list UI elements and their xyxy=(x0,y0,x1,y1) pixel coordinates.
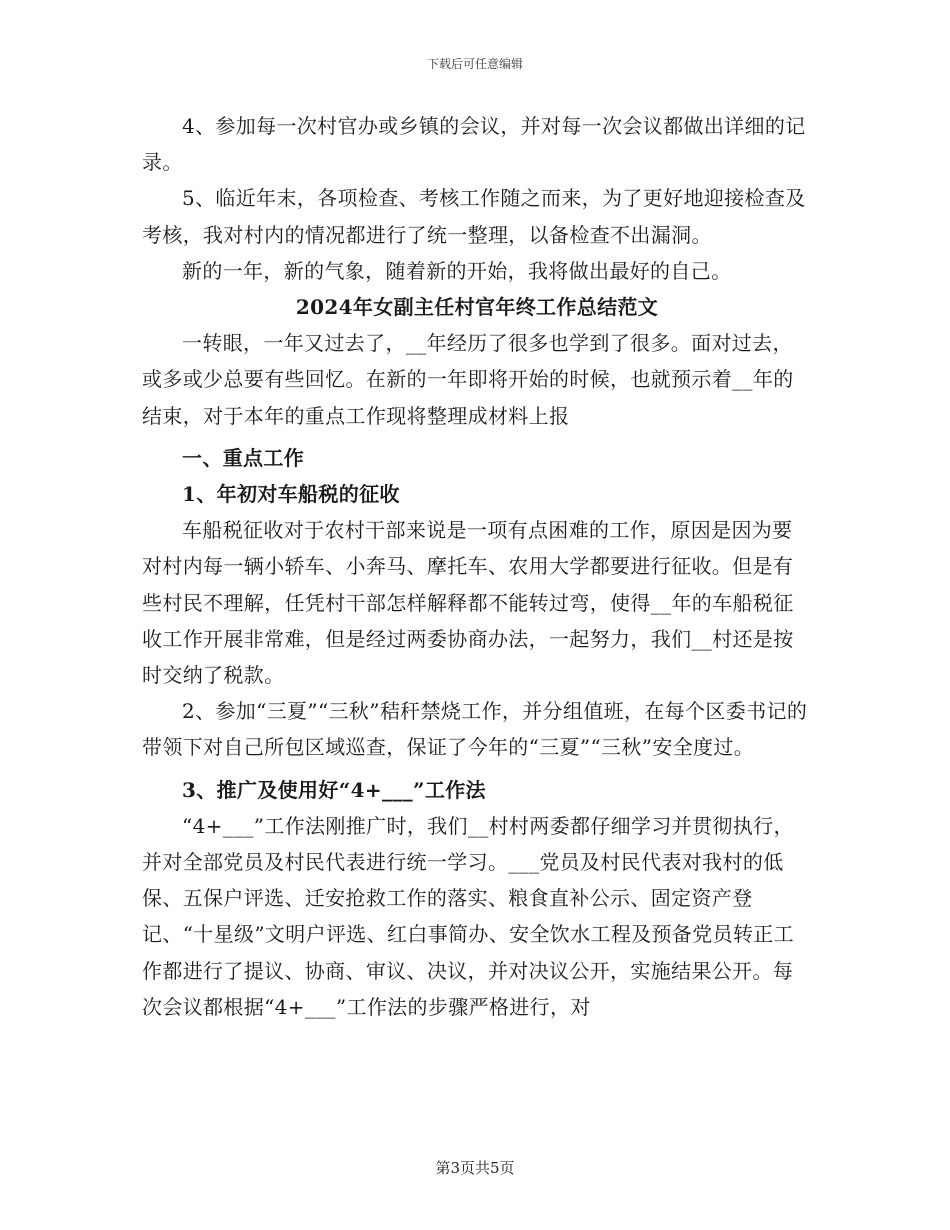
paragraph-item-1-body: 车船税征收对于农村干部来说是一项有点困难的工作，原因是因为要对村内每一辆小轿车、小奔马、摩托车、农用大学都要进行征收。但是有些村民不理解，任凭村干部怎样解释都不能转过弯，使得__年的车船税征收工作开展非常难，但是经过两委协商办法，一起努力，我们__村还是按时交纳了税款。 xyxy=(142,518,794,688)
paragraph-item-3-body: “4+___”工作法刚推广时，我们__村村两委都仔细学习并贯彻执行，并对全部党员及村民代表进行统一学习。___党员及村民代表对我村的低保、五保户评选、迁安抢救工作的落实、粮食直补公示、固定资产登记、“十星级”文明户评选、红白事简办、安全饮水工程及预备党员转正工作都进行了提议、协商、审议、决议，并对决议公开，实施结果公开。每次会议都根据“4+___”工作法的步骤严格进行，对 xyxy=(142,813,794,1019)
item-heading-1: 1、年初对车船税的征收 xyxy=(182,482,400,507)
paragraph-item-4: 4、参加每一次村官办或乡镇的会议，并对每一次会议都做出详细的记录。 xyxy=(142,114,806,175)
page-footer: 第3页共5页 xyxy=(435,1159,515,1177)
paragraph-intro: 一转眼，一年又过去了，__年经历了很多也学到了很多。面对过去，或多或少总要有些回忆。在新的一年即将开始的时候，也就预示着__年的结束，对于本年的重点工作现将整理成材料上报 xyxy=(142,331,794,428)
page-header: 下载后可任意编辑 xyxy=(426,57,523,71)
document-body xyxy=(142,108,812,1025)
paragraph-closing: 新的一年，新的气象，随着新的开始，我将做出最好的自己。 xyxy=(182,258,732,283)
section-heading-key-work: 一、重点工作 xyxy=(182,445,305,470)
document-title: 2024年女副主任村官年终工作总结范文 xyxy=(295,295,659,320)
paragraph-item-2: 2、参加“三夏”“三秋”秸秆禁烧工作，并分组值班，在每个区委书记的带领下对自己所包区域巡查，保证了今年的“三夏”“三秋”安全度过。 xyxy=(142,699,808,760)
paragraph-item-5: 5、临近年末，各项检查、考核工作随之而来，为了更好地迎接检查及考核，我对村内的情况都进行了统一整理，以备检查不出漏洞。 xyxy=(142,186,806,247)
item-heading-3: 3、推广及使用好“4+___”工作法 xyxy=(182,777,486,802)
